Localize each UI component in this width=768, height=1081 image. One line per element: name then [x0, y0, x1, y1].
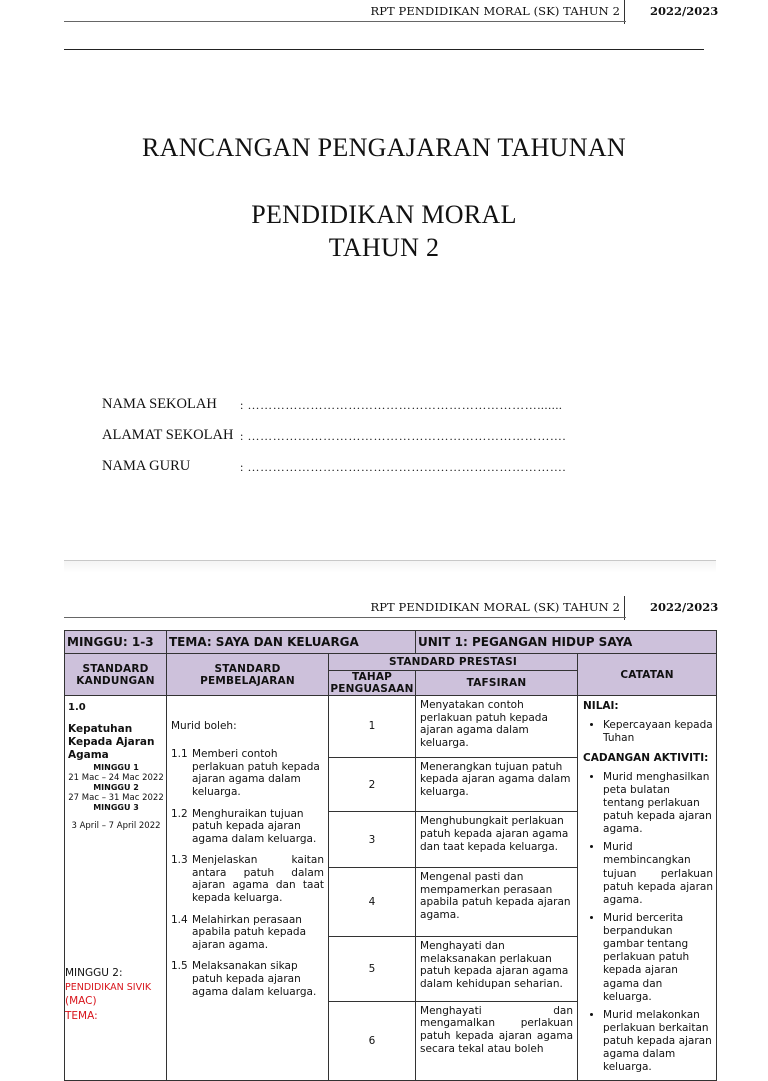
page-header	[0, 0, 768, 22]
doc-title: RPT PENDIDIKAN MORAL (SK) TAHUN 2	[370, 4, 620, 18]
page-header	[0, 596, 768, 618]
list-item: • Murid melakonkan perlakuan berkaitan patuh kepada ajaran agama dalam keluarga.	[603, 1009, 713, 1075]
sp-item-number: 1.1	[171, 748, 188, 761]
header-underline	[64, 617, 626, 618]
sk-title: Kepatuhan Kepada Ajaran Agama	[68, 723, 155, 762]
catatan-cell	[578, 696, 717, 1081]
tema-label: TEMA:	[65, 1009, 98, 1022]
field-dotted-line: : ………………………………………………………………….	[240, 460, 567, 474]
doc-year: 2022/2023	[650, 600, 719, 614]
field-dotted-line: : …………………………………………………………….......	[240, 398, 563, 412]
header-catatan: CATATAN	[578, 654, 717, 696]
tp-cell: 5	[329, 937, 416, 1002]
sp-item-text: Menghuraikan tujuan patuh kepada ajaran agama dalam keluarga.	[192, 807, 317, 845]
sp-item	[171, 960, 324, 998]
field-label: NAMA SEKOLAH	[102, 396, 217, 412]
tafsiran-cell: Menyatakan contoh perlakuan patuh kepada ajaran agama dalam keluarga.	[416, 696, 578, 758]
week-date: 3 April – 7 April 2022	[71, 820, 161, 831]
tafsiran-cell: Menghubungkait perlakuan patuh kepada ajaran agama dan taat kepada keluarga.	[416, 812, 578, 868]
tp-cell: 2	[329, 757, 416, 811]
standard-kandungan-cell	[65, 696, 167, 1081]
table-row	[65, 696, 717, 758]
sp-item-text: Melaksanakan sikap patuh kepada ajaran agama dalam keluarga.	[192, 960, 317, 998]
sp-item	[171, 808, 324, 846]
sp-item-number: 1.2	[171, 807, 188, 820]
sp-item-number: 1.5	[171, 960, 188, 973]
header-standard-pembelajaran: STANDARD PEMBELAJARAN	[167, 654, 329, 696]
doc-year: 2022/2023	[650, 4, 719, 18]
tema-cell: TEMA: SAYA DAN KELUARGA	[167, 631, 416, 654]
mac-label: (MAC)	[65, 995, 97, 1008]
sp-intro: Murid boleh:	[171, 720, 237, 733]
tp-cell: 3	[329, 812, 416, 868]
minggu-cell: MINGGU: 1-3	[65, 631, 167, 654]
minggu2-block	[65, 966, 151, 1023]
tafsiran-cell: Menghayati dan mengamalkan perlakuan patuh kepada ajaran agama secara tekal atau boleh	[416, 1001, 578, 1081]
nilai-heading: NILAI:	[583, 700, 619, 713]
doc-title: RPT PENDIDIKAN MORAL (SK) TAHUN 2	[370, 600, 620, 614]
cover-title-year: TAHUN 2	[328, 233, 440, 262]
week-date: 27 Mac – 31 Mac 2022	[68, 792, 164, 803]
sp-item	[171, 914, 324, 952]
week-label: MINGGU 3	[93, 802, 139, 812]
page-break	[64, 560, 716, 573]
cover-title-subject: PENDIDIKAN MORAL	[251, 200, 517, 229]
tp-cell: 6	[329, 1001, 416, 1081]
week-label: MINGGU 2	[93, 782, 139, 792]
list-item: • Murid menghasilkan peta bulatan tentang perlakuan patuh kepada ajaran agama.	[603, 771, 713, 837]
field-label: ALAMAT SEKOLAH	[102, 427, 234, 443]
tp-cell: 4	[329, 867, 416, 936]
field-dotted-line: : ………………………………………………………………….	[240, 429, 567, 443]
sp-item-number: 1.3	[171, 854, 188, 867]
week-date: 21 Mac – 24 Mac 2022	[68, 772, 164, 783]
cover-title-rpt: RANCANGAN PENGAJARAN TAHUNAN	[142, 133, 626, 162]
unit-cell: UNIT 1: PEGANGAN HIDUP SAYA	[416, 631, 717, 654]
tp-cell: 1	[329, 696, 416, 758]
sp-item	[171, 854, 324, 904]
week-label: MINGGU 1	[93, 762, 139, 772]
header-tafsiran: TAFSIRAN	[416, 671, 578, 696]
table-band-row	[65, 631, 717, 654]
sp-item	[171, 748, 324, 798]
list-item: • Kepercayaan kepada Tuhan	[603, 719, 713, 745]
tafsiran-cell: Mengenal pasti dan mempamerkan perasaan apabila patuh kepada ajaran agama.	[416, 867, 578, 936]
header-standard-kandungan: STANDARD KANDUNGAN	[65, 654, 167, 696]
header-tahap-penguasaan: TAHAP PENGUASAAN	[330, 671, 414, 696]
sivik-label: PENDIDIKAN SIVIK	[65, 981, 152, 993]
minggu2-label: MINGGU 2:	[65, 967, 123, 980]
field-label: NAMA GURU	[102, 458, 191, 474]
header-standard-prestasi: STANDARD PRESTASI	[329, 654, 578, 671]
list-item: • Murid bercerita berpandukan gambar tentang perlakuan patuh kepada ajaran agama dan keluarga.	[603, 912, 713, 1004]
nilai-list	[583, 719, 713, 745]
tafsiran-cell: Menghayati dan melaksanakan perlakuan patuh kepada ajaran agama dalam kehidupan seharian.	[416, 937, 578, 1002]
cover-rule	[64, 49, 704, 50]
list-item: • Murid membincangkan tujuan perlakuan patuh kepada ajaran agama.	[603, 841, 713, 907]
rpt-table	[64, 630, 717, 1081]
tafsiran-cell: Menerangkan tujuan patuh kepada ajaran agama dalam keluarga.	[416, 757, 578, 811]
sp-item-text: Menjelaskan kaitan antara patuh dalam ajaran agama dan taat kepada keluarga.	[192, 854, 324, 905]
sp-item-text: Melahirkan perasaan apabila patuh kepada ajaran agama.	[192, 913, 307, 951]
standard-pembelajaran-cell	[167, 696, 329, 1081]
sp-item-text: Memberi contoh perlakuan patuh kepada ajaran agama dalam keluarga.	[192, 748, 320, 798]
sk-code: 1.0	[68, 702, 86, 714]
table-header-row	[65, 654, 717, 671]
sp-item-number: 1.4	[171, 913, 188, 926]
aktiviti-list	[583, 771, 713, 1075]
header-underline	[64, 21, 626, 22]
aktiviti-heading: CADANGAN AKTIVITI:	[583, 751, 709, 764]
